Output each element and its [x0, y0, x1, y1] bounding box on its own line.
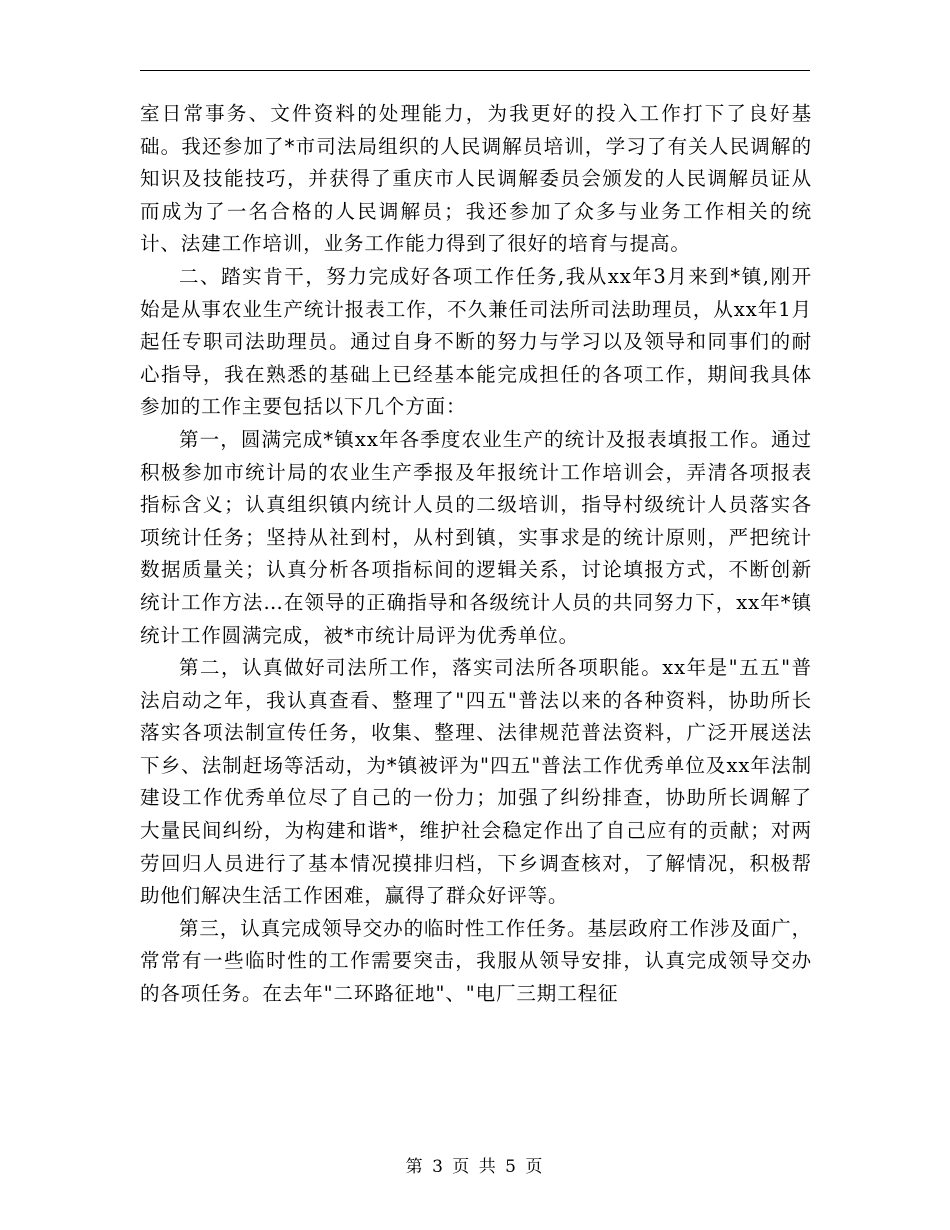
- paragraph: 第二，认真做好司法所工作，落实司法所各项职能。xx年是"五五"普法启动之年，我认真查看、整理了"四五"普法以来的各种资料，协助所长落实各项法制宣传任务，收集、整理、法律规范普法资料，广泛开展送法下乡、法制赶场等活动，为*镇被评为"四五"普法工作优秀单位及xx年法制建设工作优秀单位尽了自己的一份力；加强了纠纷排查，协助所长调解了大量民间纠纷，为构建和谐*，维护社会稳定作出了自己应有的贡献；对两劳回归人员进行了基本情况摸排归档，下乡调查核对，了解情况，积极帮助他们解决生活工作困难，赢得了群众好评等。: [140, 656, 812, 908]
- paragraph: 室日常事务、文件资料的处理能力，为我更好的投入工作打下了良好基础。我还参加了*市司法局组织的人民调解员培训，学习了有关人民调解的知识及技能技巧，并获得了重庆市人民调解委员会颁发的人民调解员证从而成为了一名合格的人民调解员；我还参加了众多与业务工作相关的统计、法建工作培训，业务工作能力得到了很好的培育与提高。: [140, 102, 812, 256]
- paragraph: 二、踏实肯干，努力完成好各项工作任务,我从xx年3月来到*镇,刚开始是从事农业生产统计报表工作，不久兼任司法所司法助理员，从xx年1月起任专职司法助理员。通过自身不断的努力与学习以及领导和同事们的耐心指导，我在熟悉的基础上已经基本能完成担任的各项工作，期间我具体参加的工作主要包括以下几个方面：: [140, 264, 812, 419]
- paragraph: 第一，圆满完成*镇xx年各季度农业生产的统计及报表填报工作。通过积极参加市统计局的农业生产季报及年报统计工作培训会，弄清各项报表指标含义；认真组织镇内统计人员的二级培训，指导村级统计人员落实各项统计任务；坚持从社到村，从村到镇，实事求是的统计原则，严把统计数据质量关；认真分析各项指标间的逻辑关系，讨论填报方式，不断创新统计工作方法…在领导的正确指导和各级统计人员的共同努力下，xx年*镇统计工作圆满完成，被*市统计局评为优秀单位。: [140, 427, 812, 647]
- header-rule: [140, 70, 810, 71]
- paragraph: 第三，认真完成领导交办的临时性工作任务。基层政府工作涉及面广，常常有一些临时性的工作需要突击，我服从领导安排，认真完成领导交办的各项任务。在去年"二环路征地"、"电厂三期工程征: [140, 916, 812, 1006]
- document-body: [140, 98, 812, 1011]
- page-number-footer: 第 3 页 共 5 页: [405, 1157, 545, 1177]
